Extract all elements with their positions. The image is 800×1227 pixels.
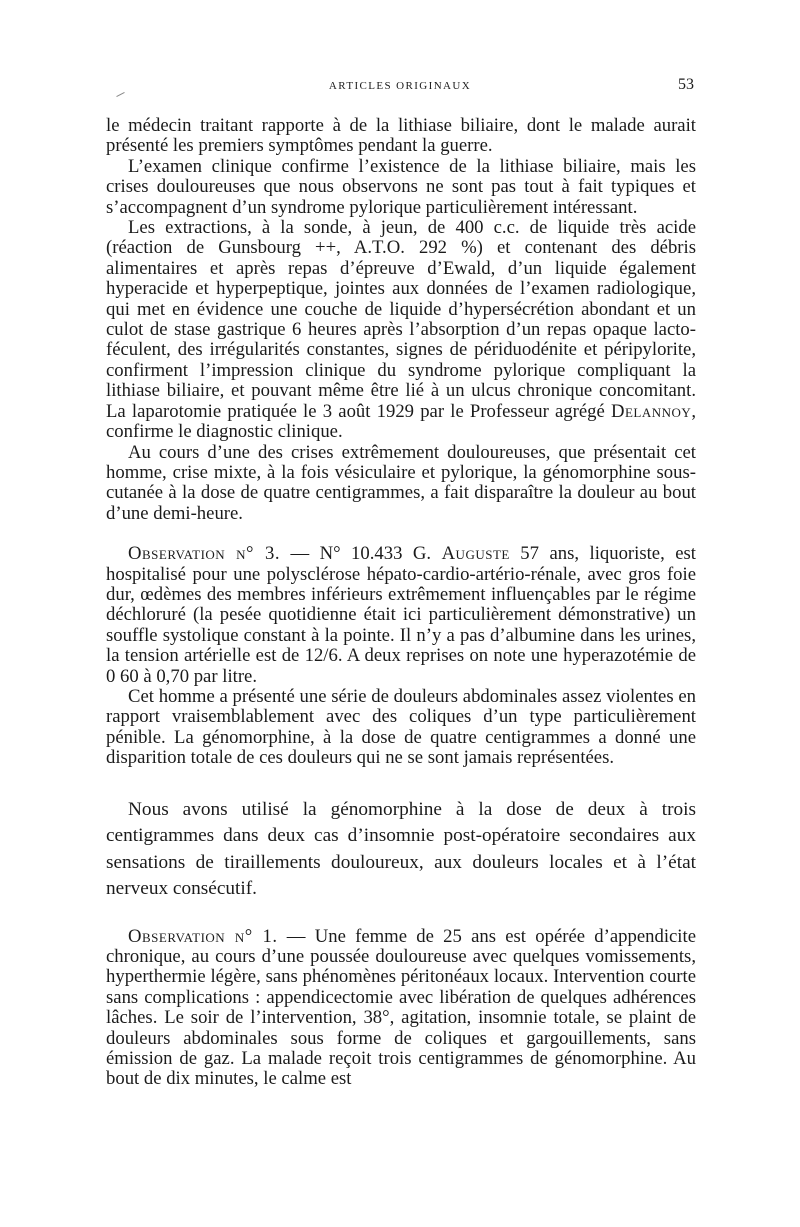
observation-text: — Une femme de 25 ans est opérée d’appendicite chronique, au cours d’une poussée douloureuse avec quelques vomissements, hyperthermie légère, sans phénomènes péritonéaux locaux. Intervention courte sans complications : appendicectomie avec libération de quelques adhérences lâches. Le soir de l’intervention, 38°, agitation, insomnie totale, se plaint de douleurs abdominales sous forme de coliques et gargouillements, sans émission de gaz. La malade reçoit trois centigrammes de génomorphine. Au bout de dix minutes, le calme est [106, 925, 696, 1090]
paragraph-crise: Au cours d’une des crises extrêmement douloureuses, que présentait cet homme, crise mixte, à la fois vésiculaire et pylorique, la génomorphine sous-cutanée à la dose de quatre centigrammes, a fait disparaître la douleur au bout d’une demi-heure. [106, 441, 696, 524]
observation-1 [106, 927, 696, 1090]
observation-3 [106, 544, 696, 687]
paragraph-extractions [106, 218, 696, 442]
body-text [106, 116, 696, 1090]
running-title: ARTICLES ORIGINAUX [328, 80, 472, 92]
page-number: 53 [678, 76, 694, 93]
observation-text: 57 ans, liquoriste, est hospitalisé pour une polysclérose hépato-cardio-artério-rénale, avec gros foie dur, œdèmes des membres inférieurs extrêmement influençables par le régime déchloruré (la pesée quotidienne était ici particulièrement démonstrative) un souffle systolique constant à la pointe. Il n’y a pas d’albumine dans les urines, la tension artérielle est de 12/6. A deux reprises on note une hyperazotémie de 0 60 à 0,70 par litre. [106, 543, 697, 687]
paragraph-examen: L’examen clinique confirme l’existence de la lithiase biliaire, mais les crises douloureuses que nous observons ne sont pas tout à fait typiques et s’accompagnent d’un syndrome pylorique particulièrement intéressant. [106, 155, 696, 218]
observation-label: Observation n° 3. [128, 543, 280, 565]
observation-label: Observation n° 1. [128, 925, 278, 947]
paragraph-continuation: le médecin traitant rapporte à de la lithiase biliaire, dont le malade aurait présenté les premiers symptômes pendant la guerre. [106, 115, 696, 157]
running-head [0, 76, 800, 102]
patient-name: Auguste [441, 543, 510, 565]
observation-number: — N° 10.433 G. [280, 543, 442, 565]
surgeon-name: Delannoy [611, 400, 692, 422]
paragraph-insomnie: Nous avons utilisé la génomorphine à la dose de deux à trois centigrammes dans deux cas d’insomnie post-opératoire secondaires aux sensations de tiraillements douloureux, aux douleurs locales et à l’état nerveux consécutif. [106, 798, 696, 900]
paragraph-text: , confirme le diagnostic clinique. [106, 400, 696, 443]
paragraph-douleurs: Cet homme a présenté une série de douleurs abdominales assez violentes en rapport vraisemblablement avec des coliques d’un type particulièrement pénible. La génomorphine, à la dose de quatre centigrammes a donné une disparition totale de ces douleurs qui ne se sont jamais représentées. [106, 685, 696, 769]
paragraph-text: Les extractions, à la sonde, à jeun, de 400 c.c. de liquide très acide (réaction de Gunsbourg ++, A.T.O. 292 %) et contenant des débris alimentaires et après repas d’épreuve d’Ewald, d’un liquide également hyperacide et hyperpeptique, jointes aux données de l’examen radiologique, qui met en évidence une couche de liquide d’hypersécrétion abondant et un culot de stase gastrique 6 heures après l’absorption d’un repas opaque lacto-féculent, des irrégularités constantes, signes de périduodénite et péripylorite, confirment l’impression clinique du syndrome pylorique compliquant la lithiase biliaire, et pouvant même être lié à un ulcus chronique concomitant. La laparotomie pratiquée le 3 août 1929 par le Professeur agrégé [106, 217, 696, 422]
